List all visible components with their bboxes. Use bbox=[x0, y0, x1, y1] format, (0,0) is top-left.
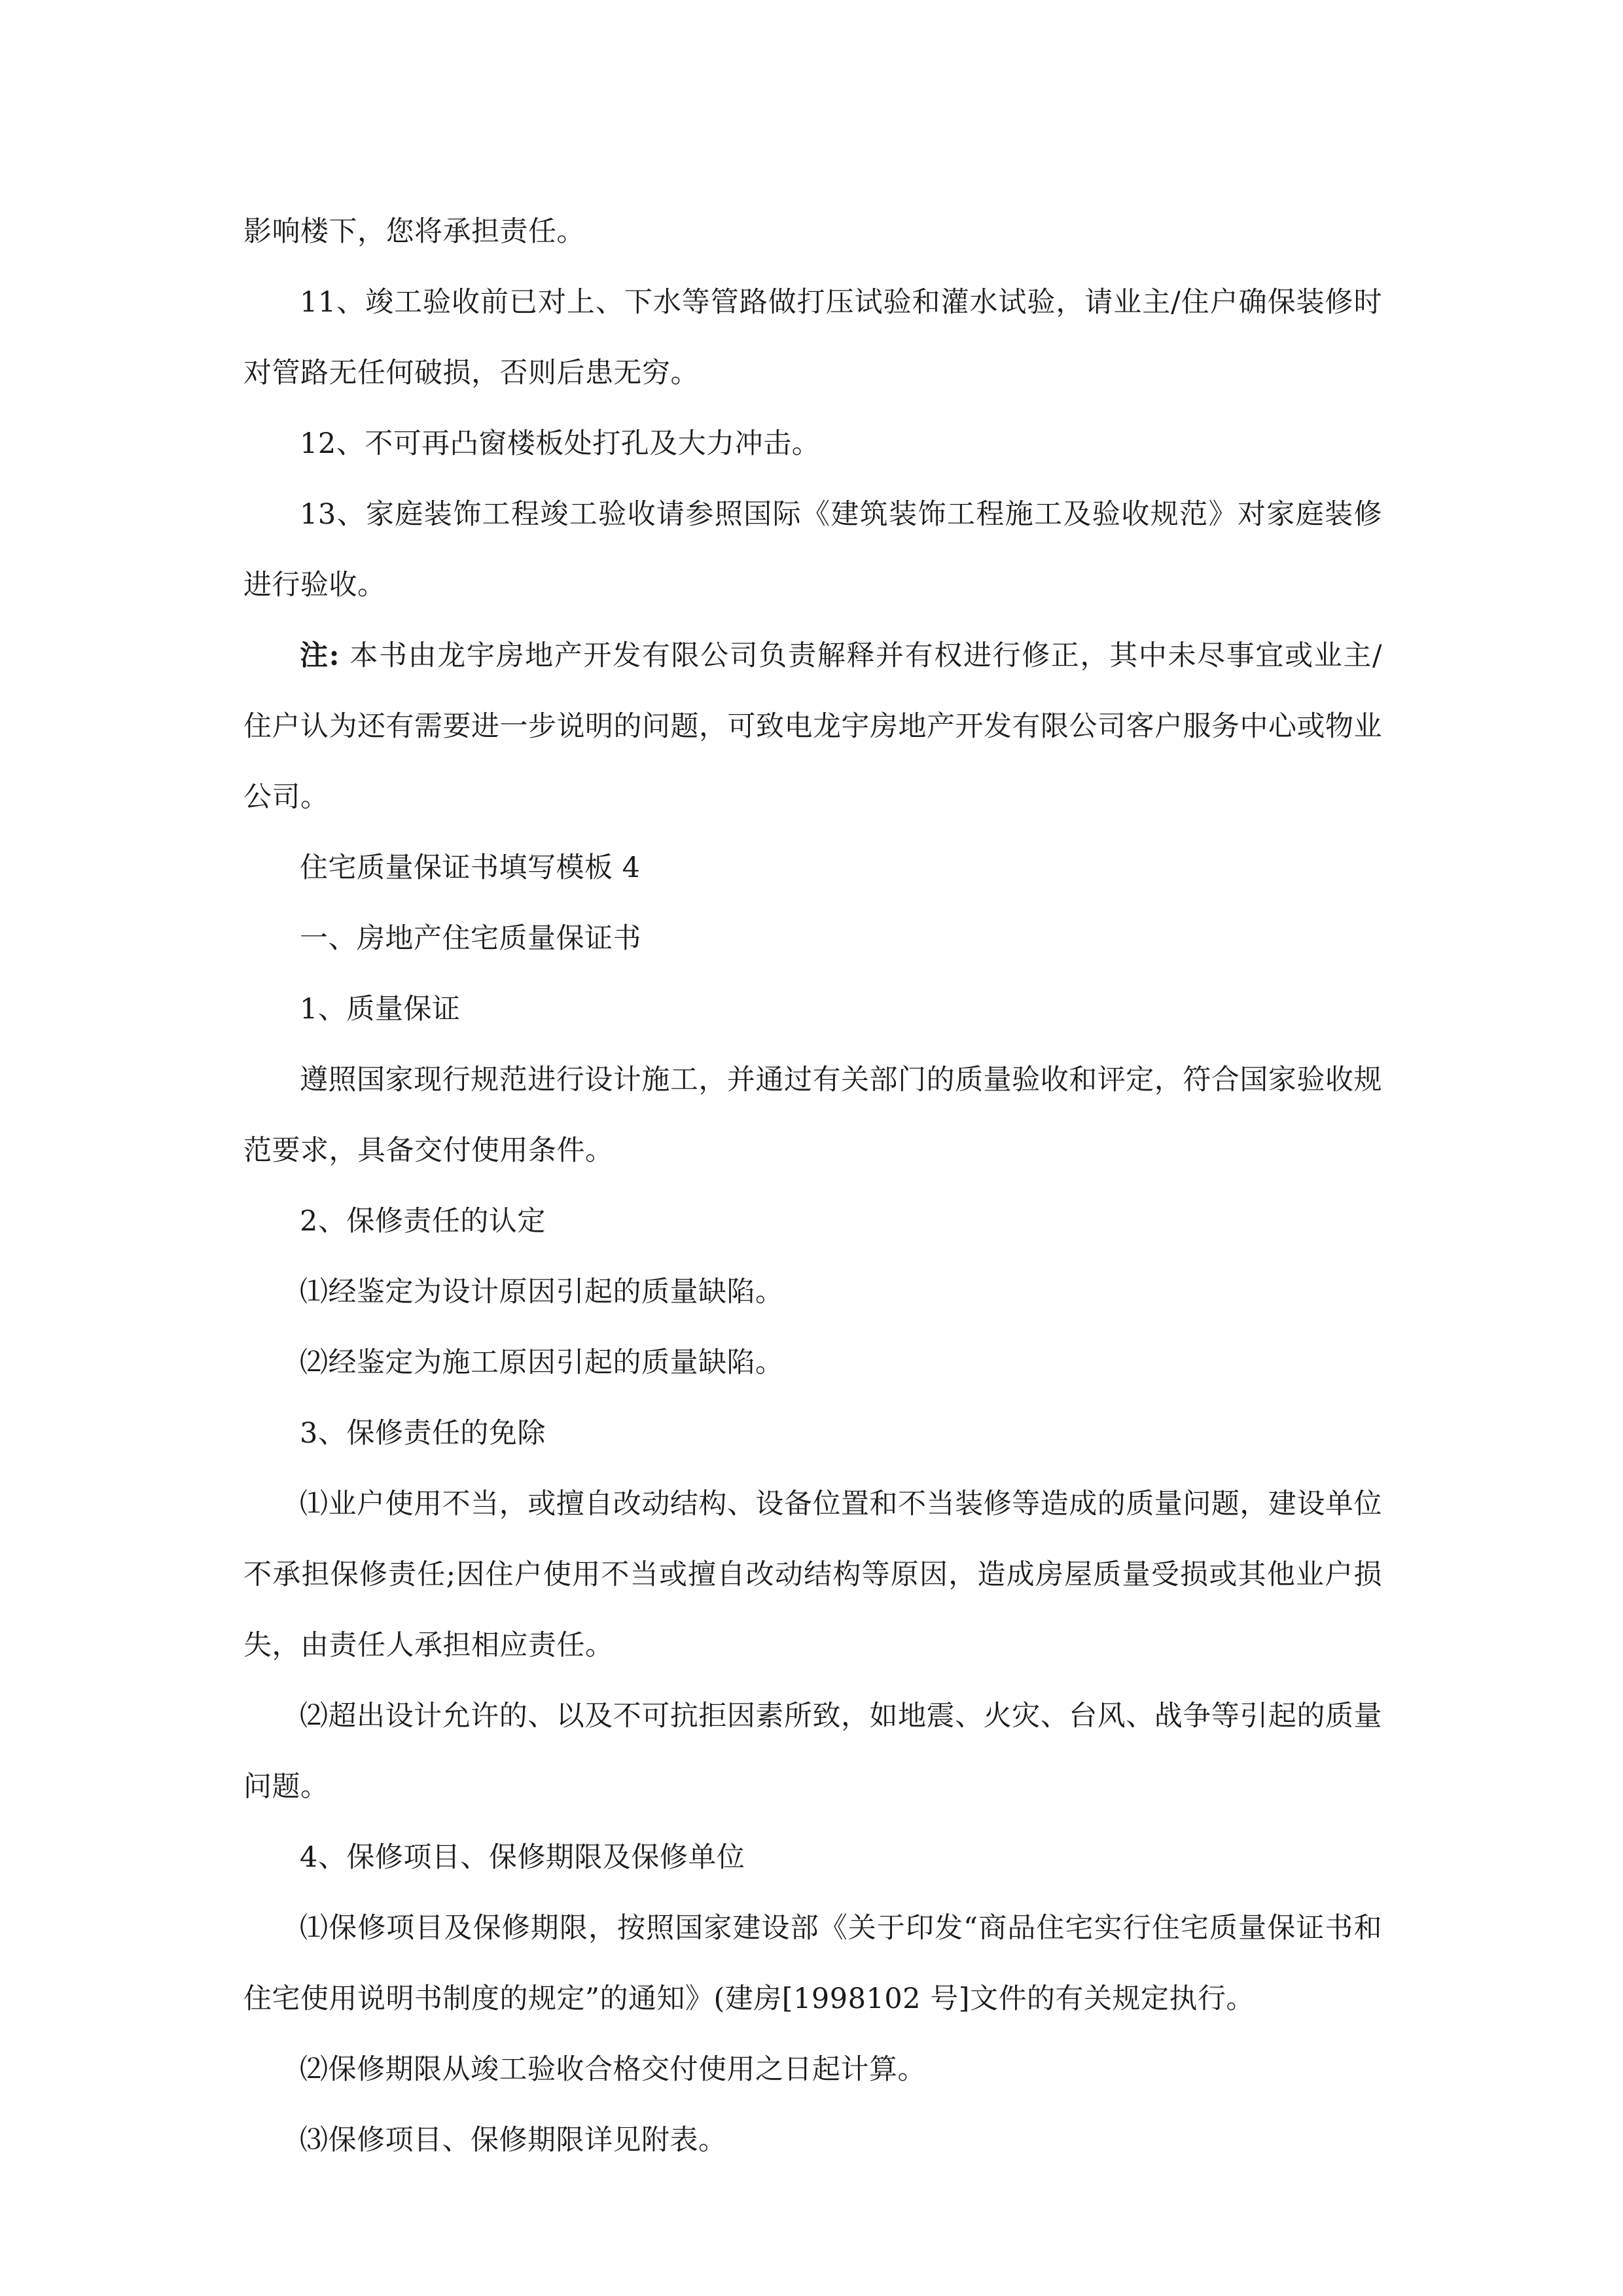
subheading: 1、质量保证 bbox=[300, 993, 461, 1026]
note-paragraph bbox=[243, 620, 1382, 833]
paragraph: 影响楼下，您将承担责任。 bbox=[243, 215, 585, 248]
note-label: 注: bbox=[300, 639, 340, 672]
heading: 一、房地产住宅质量保证书 bbox=[300, 922, 641, 955]
section-title: 住宅质量保证书填写模板 4 bbox=[300, 852, 641, 884]
list-item: ⑵经鉴定为施工原因引起的质量缺陷。 bbox=[300, 1346, 784, 1379]
list-item: ⑵超出设计允许的、以及不可抗拒因素所致，如地震、火灾、台风、战争等引起的质量问题。 bbox=[243, 1700, 1382, 1803]
paragraph: 12、不可再凸窗楼板处打孔及大力冲击。 bbox=[300, 427, 821, 460]
list-item: ⑶保修项目、保修期限详见附表。 bbox=[300, 2124, 727, 2157]
list-item: ⑴经鉴定为设计原因引起的质量缺陷。 bbox=[300, 1276, 784, 1308]
list-item: ⑵保修期限从竣工验收合格交付使用之日起计算。 bbox=[300, 2053, 926, 2086]
list-item: ⑴保修项目及保修期限，按照国家建设部《关于印发“商品住宅实行住宅质量保证书和住宅使用说明书制度的规定”的通知》(建房[1998102 号]文件的有关规定执行。 bbox=[243, 1912, 1382, 2015]
subheading: 4、保修项目、保修期限及保修单位 bbox=[300, 1841, 745, 1874]
subheading: 3、保修责任的免除 bbox=[300, 1417, 546, 1450]
note-text: 本书由龙宇房地产开发有限公司负责解释并有权进行修正，其中未尽事宜或业主/住户认为还有需要进一步说明的问题，可致电龙宇房地产开发有限公司客户服务中心或物业公司。 bbox=[243, 639, 1383, 814]
list-item: ⑴业户使用不当，或擅自改动结构、设备位置和不当装修等造成的质量问题，建设单位不承担保修责任;因住户使用不当或擅自改动结构等原因，造成房屋质量受损或其他业户损失，由责任人承担相应责任。 bbox=[243, 1488, 1382, 1662]
paragraph: 遵照国家现行规范进行设计施工，并通过有关部门的质量验收和评定，符合国家验收规范要求，具备交付使用条件。 bbox=[243, 1064, 1382, 1167]
subheading: 2、保修责任的认定 bbox=[300, 1205, 546, 1238]
document-page bbox=[243, 196, 1382, 2176]
paragraph: 13、家庭装饰工程竣工验收请参照国际《建筑装饰工程施工及验收规范》对家庭装修进行验收。 bbox=[243, 498, 1382, 601]
paragraph: 11、竣工验收前已对上、下水等管路做打压试验和灌水试验，请业主/住户确保装修时对管路无任何破损，否则后患无穷。 bbox=[243, 286, 1382, 389]
